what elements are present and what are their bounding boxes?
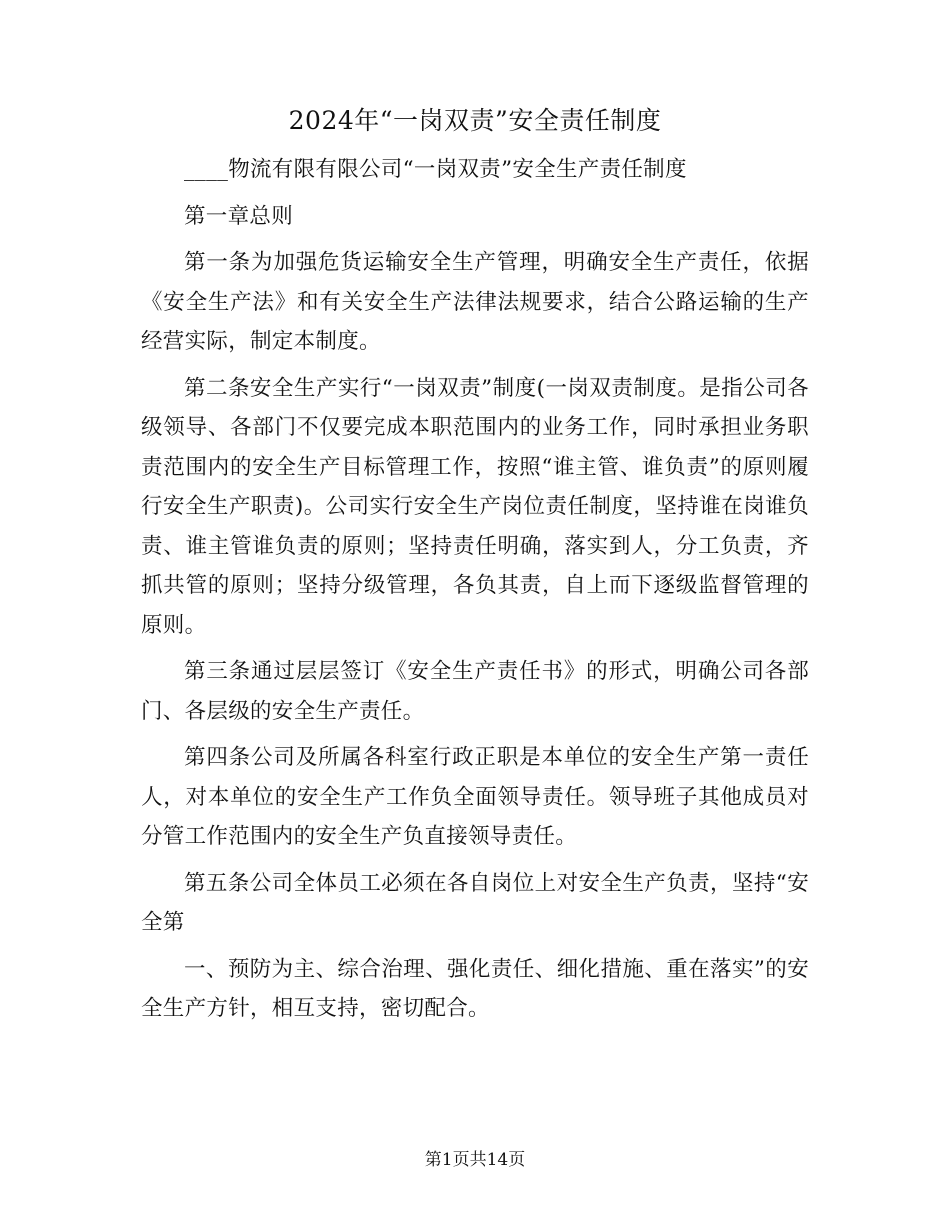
paragraph-article-2: 第二条安全生产实行“一岗双责”制度(一岗双责制度。是指公司各级领导、各部门不仅要完成本职范围内的业务工作，同时承担业务职责范围内的安全生产目标管理工作，按照“谁主管、谁负责”的原则履行安全生产职责)。公司实行安全生产岗位责任制度，坚持谁在岗谁负责、谁主管谁负责的原则；坚持责任明确，落实到人，分工负责，齐抓共管的原则；坚持分级管理，各负其责，自上而下逐级监督管理的原则。 [141, 375, 809, 638]
paragraph-company-heading: ____物流有限有限公司“一岗双责”安全生产责任制度 [184, 157, 687, 182]
paragraph-article-1: 第一条为加强危货运输安全生产管理，明确安全生产责任，依据《安全生产法》和有关安全生产法律法规要求，结合公路运输的生产经营实际，制定本制度。 [141, 250, 809, 354]
paragraph-chapter-heading: 第一章总则 [184, 203, 294, 229]
document-title: 2024年“一岗双责”安全责任制度 [288, 106, 662, 135]
paragraph-article-5-continued: 一、预防为主、综合治理、强化责任、细化措施、重在落实”的安全生产方针，相互支持，密切配合。 [141, 956, 809, 1021]
paragraph-article-3: 第三条通过层层签订《安全生产责任书》的形式，明确公司各部门、各层级的安全生产责任。 [141, 659, 809, 724]
document-body [141, 150, 809, 1036]
paragraph-article-5: 第五条公司全体员工必须在各自岗位上对安全生产负责，坚持“安全第 [141, 870, 809, 935]
paragraph-article-4: 第四条公司及所属各科室行政正职是本单位的安全生产第一责任人，对本单位的安全生产工作负全面领导责任。领导班子其他成员对分管工作范围内的安全生产负直接领导责任。 [141, 745, 809, 849]
page-number: 第1页共14页 [424, 1150, 526, 1170]
